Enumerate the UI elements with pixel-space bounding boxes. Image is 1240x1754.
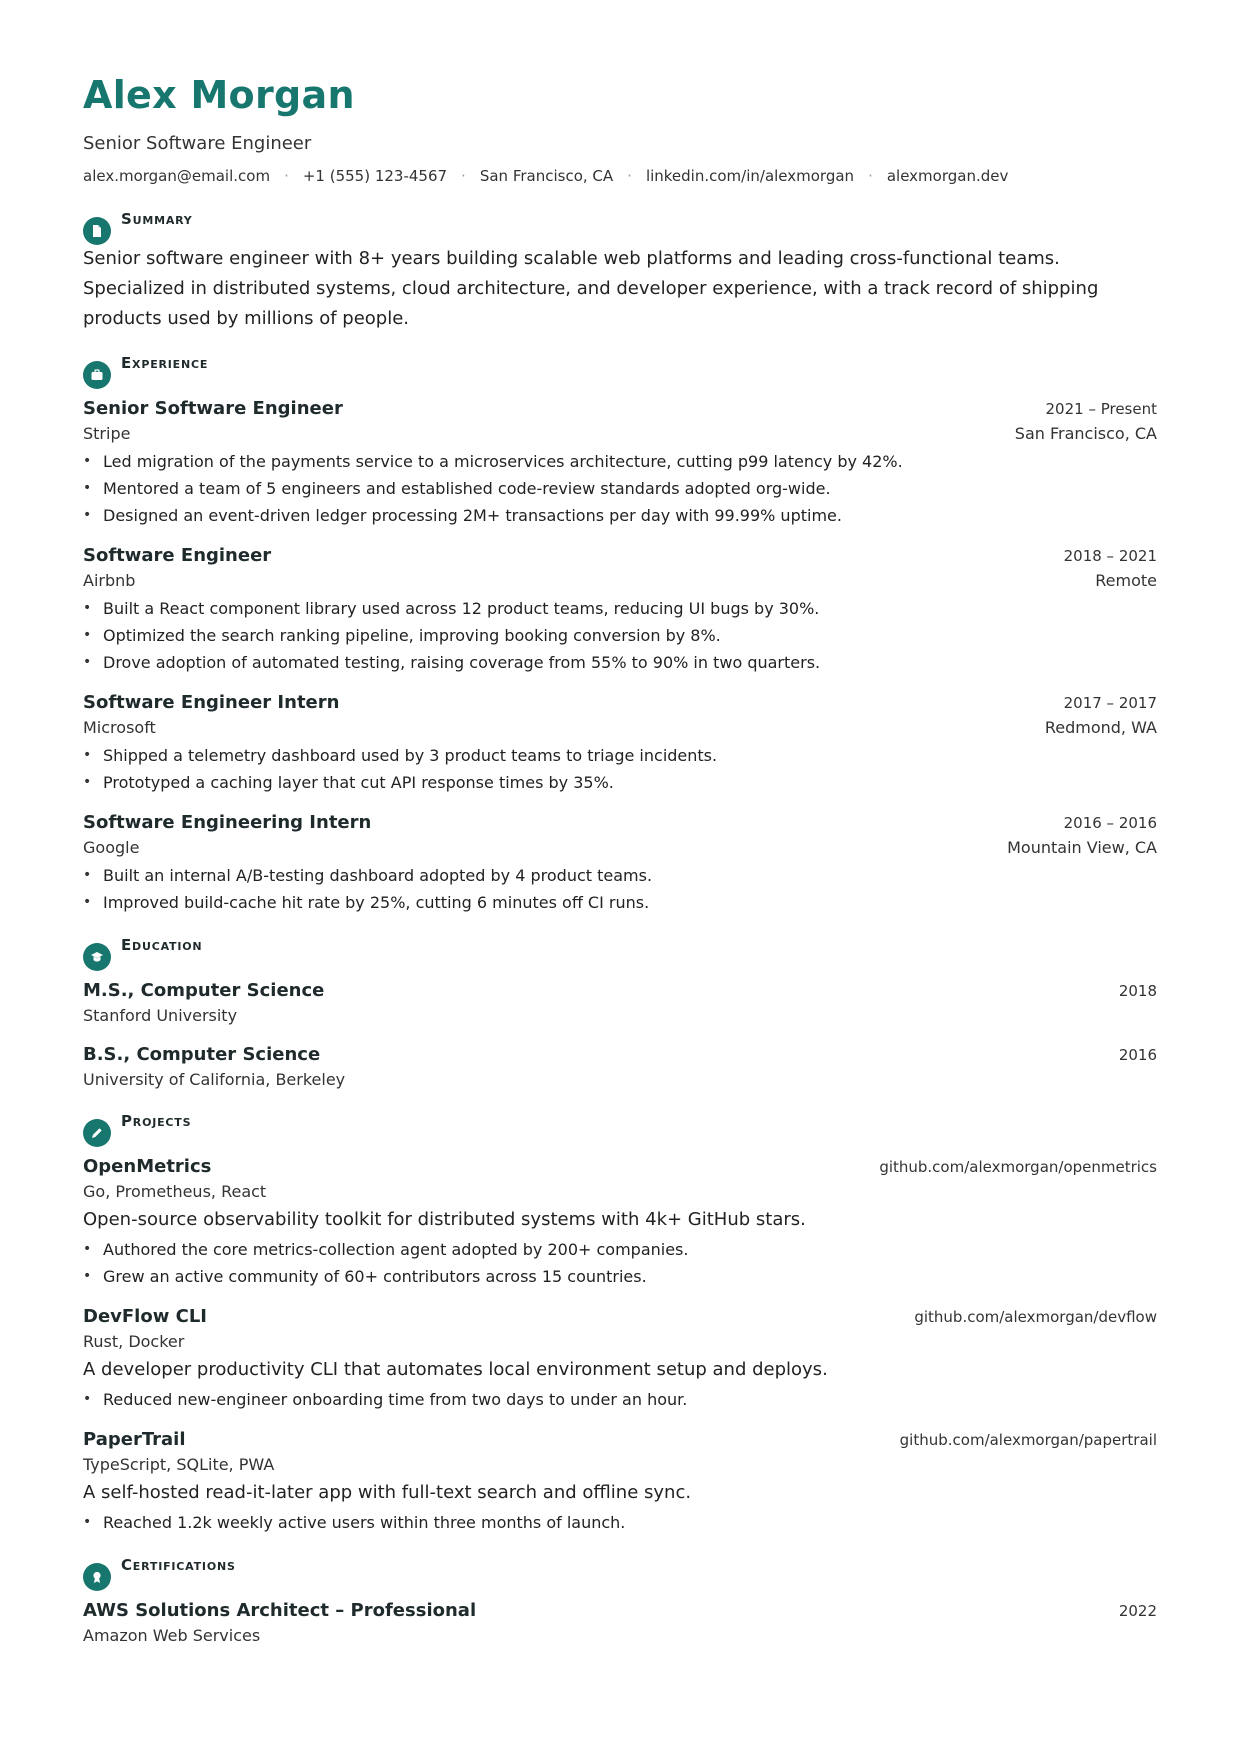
project-name: OpenMetrics	[83, 1156, 212, 1177]
company-name: Stripe	[83, 424, 131, 443]
project-link[interactable]: github.com/alexmorgan/openmetrics	[879, 1158, 1157, 1176]
bullet-item: • Improved build-cache hit rate by 25%, cutting 6 minutes off CI runs.	[83, 889, 1157, 916]
bullet-list	[83, 595, 1157, 676]
certification-entry	[83, 1598, 1157, 1648]
bullet-item: • Optimized the search ranking pipeline, improving booking conversion by 8%.	[83, 622, 1157, 649]
summary-text: Senior software engineer with 8+ years building scalable web platforms and leading cross-functional teams. Specialized in distributed systems, cloud architecture, and developer experience, with a track record of shipping products used by millions of people.	[83, 248, 1099, 329]
project-link[interactable]: github.com/alexmorgan/devflow	[914, 1308, 1157, 1326]
document-icon	[83, 217, 111, 245]
certifications-section	[83, 1558, 1157, 1648]
bullet-item: • Reached 1.2k weekly active users within three months of launch.	[83, 1509, 1157, 1536]
project-name: DevFlow CLI	[83, 1306, 207, 1327]
project-description: Open-source observability toolkit for distributed systems with 4k+ GitHub stars.	[83, 1209, 806, 1230]
projects-section	[83, 1114, 1157, 1536]
bullet-list	[83, 448, 1157, 529]
contact-linkedin[interactable]: linkedin.com/in/alexmorgan	[645, 167, 855, 185]
experience-entry	[83, 543, 1157, 676]
bullet-item: • Mentored a team of 5 engineers and established code-review standards adopted org-wide.	[83, 475, 1157, 502]
bullet-item: • Led migration of the payments service to a microservices architecture, cutting p99 latency by 42%.	[83, 448, 1157, 475]
project-link[interactable]: github.com/alexmorgan/papertrail	[899, 1431, 1157, 1449]
section-title: Summary	[121, 210, 193, 228]
project-entry	[83, 1304, 1157, 1413]
education-header	[83, 938, 1157, 966]
bullet-item: • Built an internal A/B-testing dashboard adopted by 4 product teams.	[83, 862, 1157, 889]
bullet-list	[83, 862, 1157, 916]
company-name: Airbnb	[83, 571, 136, 590]
certification-name: AWS Solutions Architect – Professional	[83, 1600, 477, 1621]
summary-section	[83, 212, 1157, 334]
experience-entry	[83, 396, 1157, 529]
certifications-header	[83, 1558, 1157, 1586]
degree-name: M.S., Computer Science	[83, 980, 325, 1001]
graduation-year: 2016	[1118, 1046, 1157, 1064]
contact-separator: ·	[868, 167, 873, 185]
bullet-item: • Designed an event-driven ledger processing 2M+ transactions per day with 99.99% uptime.	[83, 502, 1157, 529]
project-entry	[83, 1154, 1157, 1290]
contact-separator: ·	[627, 167, 632, 185]
role-location: Remote	[1095, 571, 1157, 590]
contact-separator: ·	[461, 167, 466, 185]
role-title: Software Engineer Intern	[83, 692, 340, 713]
bullet-list	[83, 742, 1157, 796]
bullet-list	[83, 1236, 1157, 1290]
experience-header	[83, 356, 1157, 384]
experience-section	[83, 356, 1157, 916]
experience-entry	[83, 810, 1157, 916]
award-icon	[83, 1563, 111, 1591]
section-title: Projects	[121, 1112, 192, 1130]
education-entry	[83, 978, 1157, 1028]
school-name: University of California, Berkeley	[83, 1070, 346, 1089]
degree-name: B.S., Computer Science	[83, 1044, 321, 1065]
education-section	[83, 938, 1157, 1092]
projects-header	[83, 1114, 1157, 1142]
project-description: A self-hosted read-it-later app with full-text search and offline sync.	[83, 1482, 692, 1503]
bullet-item: • Built a React component library used across 12 product teams, reducing UI bugs by 30%.	[83, 595, 1157, 622]
contact-phone[interactable]: +1 (555) 123-4567	[302, 167, 448, 185]
project-stack: Go, Prometheus, React	[83, 1182, 267, 1201]
bullet-item: • Prototyped a caching layer that cut API response times by 35%.	[83, 769, 1157, 796]
bullet-item: • Drove adoption of automated testing, raising coverage from 55% to 90% in two quarters.	[83, 649, 1157, 676]
experience-entry	[83, 690, 1157, 796]
contact-location: San Francisco, CA	[479, 167, 614, 185]
role-dates: 2021 – Present	[1045, 400, 1157, 418]
role-dates: 2018 – 2021	[1063, 547, 1157, 565]
certification-year: 2022	[1118, 1602, 1157, 1620]
company-name: Google	[83, 838, 140, 857]
contact-website[interactable]: alexmorgan.dev	[886, 167, 1009, 185]
role-title: Software Engineer	[83, 545, 272, 566]
certification-issuer: Amazon Web Services	[83, 1626, 261, 1645]
company-name: Microsoft	[83, 718, 156, 737]
briefcase-icon	[83, 361, 111, 389]
section-title: Education	[121, 936, 203, 954]
role-title: Senior Software Engineer	[83, 398, 343, 419]
bullet-item: • Authored the core metrics-collection agent adopted by 200+ companies.	[83, 1236, 1157, 1263]
education-entry	[83, 1042, 1157, 1092]
role-dates: 2017 – 2017	[1063, 694, 1157, 712]
project-stack: TypeScript, SQLite, PWA	[83, 1455, 275, 1474]
role-title: Software Engineering Intern	[83, 812, 372, 833]
graduation-cap-icon	[83, 943, 111, 971]
contact-email[interactable]: alex.morgan@email.com	[83, 167, 271, 185]
role-location: Mountain View, CA	[1007, 838, 1157, 857]
school-name: Stanford University	[83, 1006, 238, 1025]
project-entry	[83, 1427, 1157, 1536]
section-title: Experience	[121, 354, 209, 372]
job-title: Senior Software Engineer	[83, 133, 312, 154]
bullet-list	[83, 1386, 1157, 1413]
bullet-list	[83, 1509, 1157, 1536]
bullet-item: • Shipped a telemetry dashboard used by 3 product teams to triage incidents.	[83, 742, 1157, 769]
role-location: Redmond, WA	[1044, 718, 1157, 737]
project-stack: Rust, Docker	[83, 1332, 185, 1351]
contact-line	[83, 166, 1157, 186]
project-description: A developer productivity CLI that automates local environment setup and deploys.	[83, 1359, 828, 1380]
section-title: Certifications	[121, 1556, 236, 1574]
summary-header	[83, 212, 1157, 240]
pencil-icon	[83, 1119, 111, 1147]
project-name: PaperTrail	[83, 1429, 186, 1450]
graduation-year: 2018	[1118, 982, 1157, 1000]
role-location: San Francisco, CA	[1014, 424, 1157, 443]
contact-separator: ·	[284, 167, 289, 185]
bullet-item: • Grew an active community of 60+ contributors across 15 countries.	[83, 1263, 1157, 1290]
candidate-name: Alex Morgan	[83, 73, 355, 117]
role-dates: 2016 – 2016	[1063, 814, 1157, 832]
bullet-item: • Reduced new-engineer onboarding time from two days to under an hour.	[83, 1386, 1157, 1413]
